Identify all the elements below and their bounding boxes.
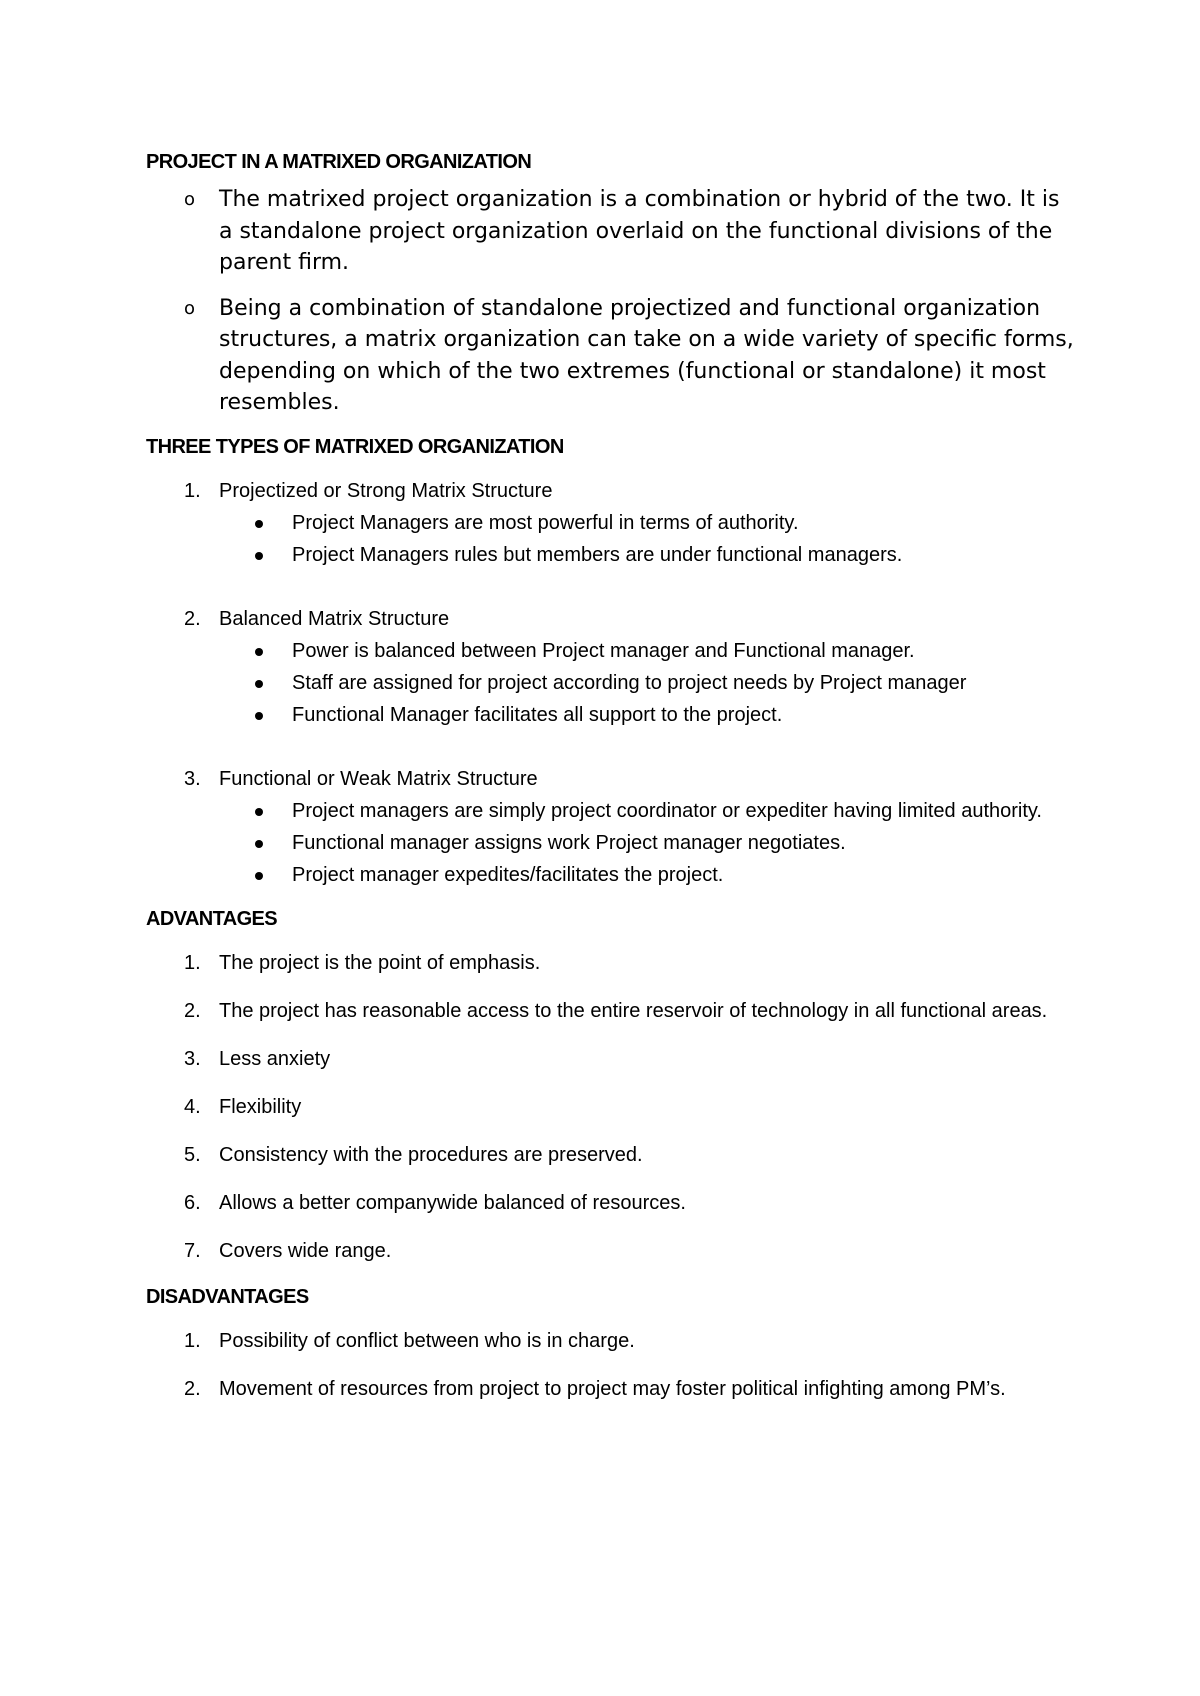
bullet-dot-icon — [255, 680, 263, 688]
bullet-dot-icon — [255, 840, 263, 848]
list-number: 2. — [184, 607, 201, 630]
list-item-text: The project is the point of emphasis. — [219, 951, 541, 974]
bullet-text: Project managers are simply project coordinator or expediter having limited authority. — [292, 799, 1042, 822]
list-item-text: Covers wide range. — [219, 1239, 392, 1262]
list-item — [146, 1373, 1076, 1405]
list-item — [146, 1325, 1076, 1357]
heading-project-in-matrixed-organization: PROJECT IN A MATRIXED ORGANIZATION — [146, 151, 532, 173]
bullet-item — [219, 795, 1076, 827]
list-number: 1. — [184, 1329, 201, 1352]
bullet-text: Project manager expedites/facilitates the project. — [292, 863, 724, 886]
heading-disadvantages: DISADVANTAGES — [146, 1285, 309, 1308]
list-number: 3. — [184, 1047, 201, 1070]
heading-advantages: ADVANTAGES — [146, 907, 278, 930]
bullet-dot-icon — [255, 552, 263, 560]
bullet-list — [219, 795, 1076, 891]
circle-bullet-icon: o — [184, 297, 196, 319]
list-number: 3. — [184, 767, 201, 790]
bullet-list — [219, 507, 1076, 571]
bullet-dot-icon — [255, 712, 263, 720]
bullet-item — [219, 507, 1076, 539]
list-number: 2. — [184, 1377, 201, 1400]
list-number: 1. — [184, 479, 201, 502]
bullet-dot-icon — [255, 520, 263, 528]
list-item-text: Consistency with the procedures are preserved. — [219, 1143, 643, 1166]
bullet-item — [219, 827, 1076, 859]
type-item — [146, 763, 1076, 891]
type-item — [146, 603, 1076, 731]
list-item-text: Movement of resources from project to project may foster political infighting among PM’s. — [219, 1377, 1006, 1400]
heading-three-types: THREE TYPES OF MATRIXED ORGANIZATION — [146, 435, 564, 458]
bullet-text: Functional Manager facilitates all support to the project. — [292, 703, 783, 726]
bullet-item — [219, 635, 1076, 667]
list-item-text: Less anxiety — [219, 1047, 331, 1070]
intro-list — [146, 184, 1076, 419]
list-item — [146, 1091, 1076, 1123]
list-number: 7. — [184, 1239, 201, 1262]
intro-item — [146, 184, 1076, 279]
bullet-item — [219, 539, 1076, 571]
list-item — [146, 1139, 1076, 1171]
list-number: 2. — [184, 999, 201, 1022]
list-item-text: Possibility of conflict between who is in charge. — [219, 1329, 635, 1352]
list-item-text: Flexibility — [219, 1095, 302, 1118]
bullet-dot-icon — [255, 648, 263, 656]
type-title: Balanced Matrix Structure — [219, 607, 450, 630]
type-title: Functional or Weak Matrix Structure — [219, 767, 538, 790]
list-item — [146, 1187, 1076, 1219]
document-page — [146, 148, 1076, 1421]
bullet-item — [219, 699, 1076, 731]
list-item-text: Allows a better companywide balanced of resources. — [219, 1191, 686, 1214]
bullet-dot-icon — [255, 808, 263, 816]
type-item — [146, 475, 1076, 571]
bullet-text: Functional manager assigns work Project manager negotiates. — [292, 831, 846, 854]
intro-text: The matrixed project organization is a combination or hybrid of the two. It is a standalone project organization overlaid on the functional divisions of the parent firm. — [219, 187, 1060, 275]
bullet-text: Project Managers are most powerful in terms of authority. — [292, 511, 799, 534]
bullet-item — [219, 859, 1076, 891]
bullet-text: Staff are assigned for project according to project needs by Project manager — [292, 671, 967, 694]
list-number: 1. — [184, 951, 201, 974]
type-title: Projectized or Strong Matrix Structure — [219, 479, 553, 502]
bullet-text: Project Managers rules but members are under functional managers. — [292, 543, 903, 566]
list-item — [146, 1235, 1076, 1267]
disadvantages-list — [146, 1325, 1076, 1405]
types-list — [146, 475, 1076, 891]
list-item-text: The project has reasonable access to the entire reservoir of technology in all functional areas. — [219, 999, 1048, 1022]
bullet-dot-icon — [255, 872, 263, 880]
intro-text: Being a combination of standalone projectized and functional organization structures, a matrix organization can take on a wide variety of specific forms, depending on which of the two extremes (functional or standalone) it most resembles. — [219, 295, 1074, 415]
bullet-item — [219, 667, 1076, 699]
intro-item — [146, 293, 1076, 419]
list-item — [146, 1043, 1076, 1075]
list-number: 6. — [184, 1191, 201, 1214]
list-number: 5. — [184, 1143, 201, 1166]
bullet-list — [219, 635, 1076, 731]
bullet-text: Power is balanced between Project manager and Functional manager. — [292, 639, 915, 662]
list-number: 4. — [184, 1095, 201, 1118]
circle-bullet-icon: o — [184, 189, 196, 210]
list-item — [146, 947, 1076, 979]
advantages-list — [146, 947, 1076, 1267]
list-item — [146, 995, 1076, 1027]
